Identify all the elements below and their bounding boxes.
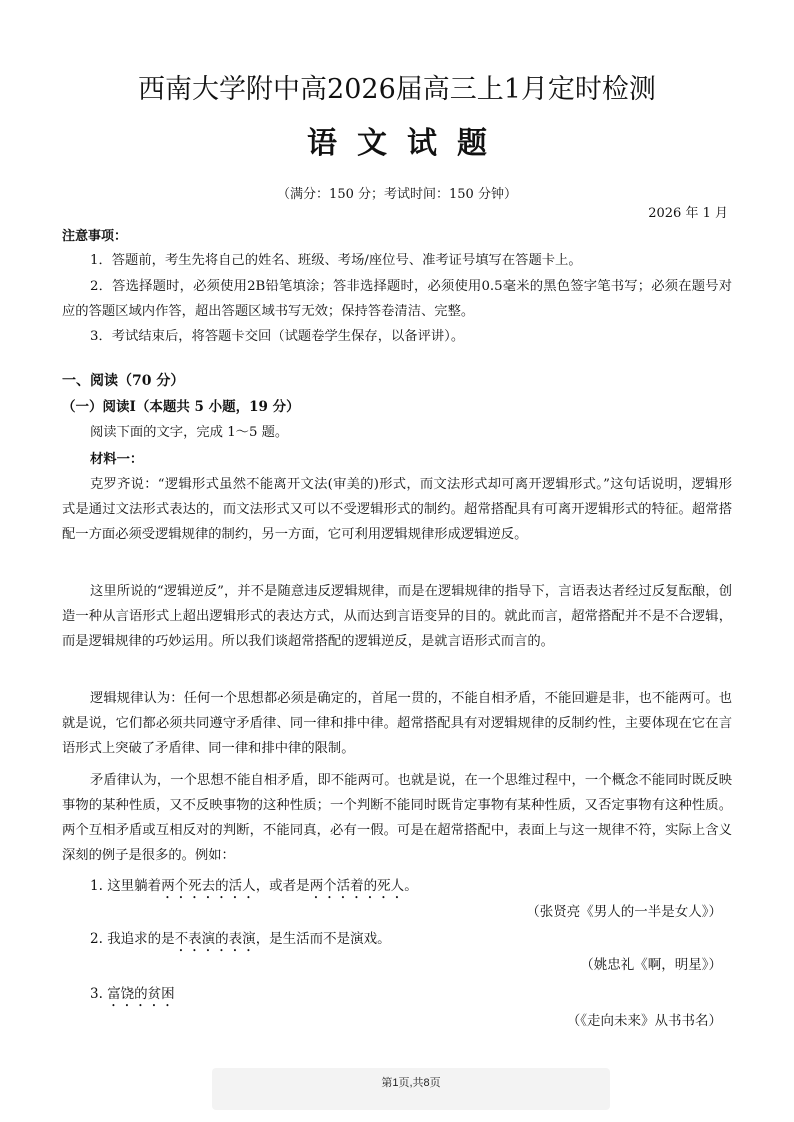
paragraph: 逻辑规律认为：任何一个思想都必须是确定的，首尾一贯的，不能自相矛盾，不能回避是非，也不能两可。也就是说，它们都必须共同遵守矛盾律、同一律和排中律。超常搭配具有对逻辑规律的反制约性，主要体现在它在言语形式上突破了矛盾律、同一律和排中律的限制。	[62, 691, 732, 756]
exam-meta: （满分：150 分；考试时间：150 分钟）	[277, 187, 517, 202]
example-text: 。	[404, 878, 418, 894]
subsection-title: （一）阅读Ⅰ（本题共 5 小题，19 分）	[62, 399, 300, 415]
example-source: （姚忠礼《啊，明星》）	[580, 957, 722, 973]
example-number: 2.	[90, 931, 103, 947]
example-3	[90, 984, 175, 1010]
example-number: 1.	[90, 878, 103, 894]
exam-date: 2026 年 1 月	[648, 206, 728, 221]
example-source: （张贤亮《男人的一半是女人》）	[526, 904, 722, 920]
instruction: 阅读下面的文字，完成 1～5 题。	[90, 425, 289, 440]
page-footer	[212, 1068, 610, 1110]
paragraph: 这里所说的“逻辑逆反”，并不是随意违反逻辑规律，而是在逻辑规律的指导下，言语表达者经过反复酝酿，创造一种从言语形式上超出逻辑形式的表达方式，从而达到言语变异的目的。就此而言，超常搭配并不是不合逻辑，而是逻辑规律的巧妙运用。所以我们谈超常搭配的逻辑逆反，是就言语形式而言的。	[62, 584, 732, 649]
example-text: 我追求的是	[107, 931, 175, 947]
emphasized-phrase: 富饶的贫困	[107, 986, 175, 1002]
example-text: ，或者是	[255, 878, 310, 894]
material-label: 材料一：	[90, 452, 144, 467]
subject-title: 语文试题	[307, 126, 507, 161]
example-1	[90, 876, 418, 902]
section-title: 一、阅读（70 分）	[62, 373, 185, 389]
emphasized-phrase: 不表演的表演	[174, 931, 256, 947]
notice-item: 2．答选择题时，必须使用2B铅笔填涂；答非选择题时，必须使用0.5毫米的黑色签字笔书写；必须在题号对应的答题区域内作答，超出答题区域书写无效；保持答卷清洁、完整。	[62, 279, 732, 319]
exam-title: 西南大学附中高2026届高三上1月定时检测	[138, 74, 656, 105]
example-2	[90, 929, 391, 955]
emphasized-phrase: 两个死去的活人	[161, 878, 256, 894]
notice-item: 1．答题前，考生先将自己的姓名、班级、考场/座位号、准考证号填写在答题卡上。	[90, 253, 582, 268]
example-number: 3.	[90, 986, 103, 1002]
notice-item: 3．考试结束后，将答题卡交回（试题卷学生保存，以备评讲）。	[90, 329, 465, 344]
paragraph: 矛盾律认为，一个思想不能自相矛盾，即不能两可。也就是说，在一个思维过程中，一个概念不能同时既反映事物的某种性质，又不反映事物的这种性质；一个判断不能同时既肯定事物有某种性质，又否定事物有这种性质。两个互相矛盾或互相反对的判断，不能同真，必有一假。可是在超常搭配中，表面上与这一规律不符，实际上含义深刻的例子是很多的。例如：	[62, 773, 732, 863]
example-source: （《走向未来》从书书名）	[566, 1013, 722, 1029]
example-text: 这里躺着	[107, 878, 162, 894]
notice-title: 注意事项：	[62, 229, 128, 244]
page-number: 第1页,共8页	[381, 1077, 441, 1089]
example-text: ，是生活而不是演戏。	[255, 931, 391, 947]
emphasized-phrase: 两个活着的死人	[309, 878, 405, 894]
paragraph: 克罗齐说：“逻辑形式虽然不能离开文法(审美的)形式，而文法形式却可离开逻辑形式。”这句话说明，逻辑形式是通过文法形式表达的，而文法形式又可以不受逻辑形式的制约。超常搭配具有可离开逻辑形式的特征。超常搭配一方面必须受逻辑规律的制约，另一方面，它可利用逻辑规律形成逻辑逆反。	[62, 477, 732, 542]
